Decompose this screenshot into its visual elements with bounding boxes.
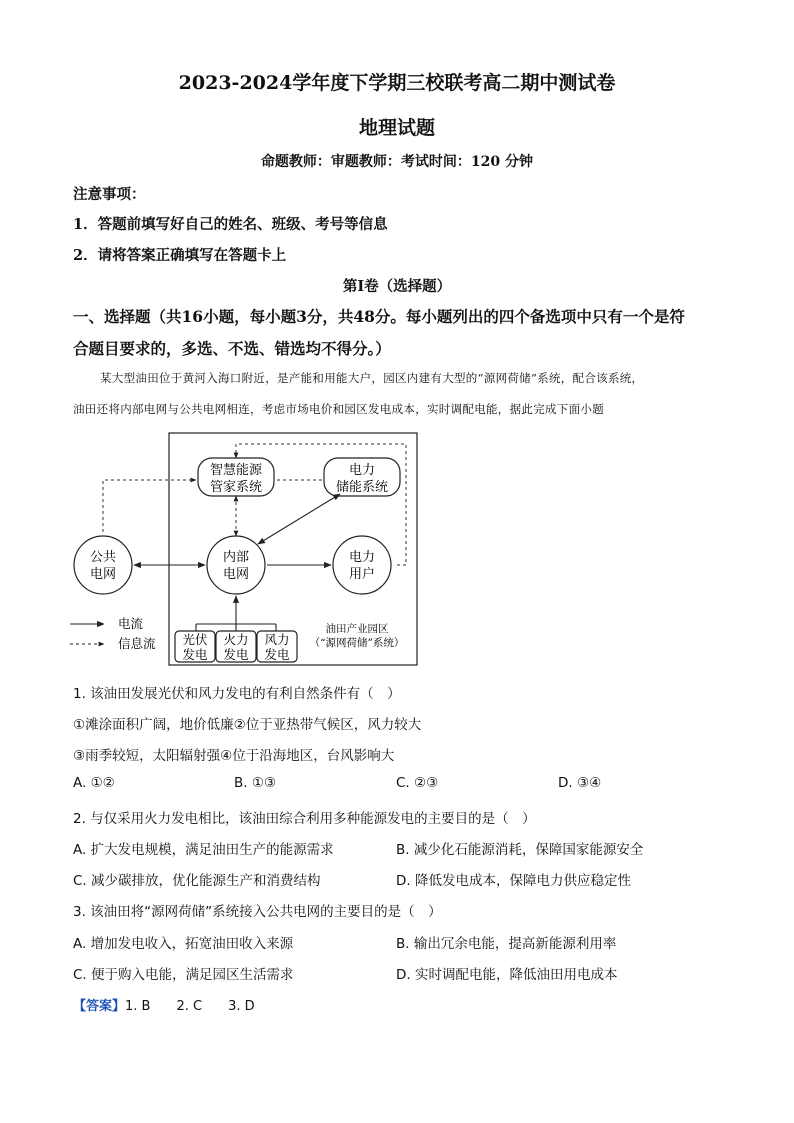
- legend-current-label: 电流: [118, 616, 144, 631]
- internal-grid-label-1: 内部: [222, 550, 250, 565]
- question-1-statements-2: ③雨季较短，太阳辐射强④位于沿海地区，台风影响大: [73, 748, 395, 764]
- question-3-stem: 3. 该油田将“源网荷储”系统接入公共电网的主要目的是（ ）: [73, 904, 442, 920]
- power-user-node: [333, 536, 391, 594]
- question-1-option-c: C. ②③: [396, 775, 439, 791]
- notice-item-2: 2．请将答案正确填写在答题卡上: [73, 247, 287, 264]
- question-1-option-a: A. ①②: [73, 775, 115, 791]
- question-2-option-c: C. 减少碳排放，优化能源生产和消费结构: [73, 873, 321, 889]
- answer-2: 2. C: [176, 999, 203, 1014]
- exam-meta: 命题教师：审题教师：考试时间：120 分钟: [260, 154, 534, 170]
- exam-title: 2023-2024学年度下学期三校联考高二期中测试卷: [178, 72, 616, 94]
- info-flow-grid-to-manager: [103, 480, 196, 532]
- question-1-option-b: B. ①③: [234, 775, 277, 791]
- section-instruction-line2: 合题目要求的，多选、不选、错选均不得分。）: [73, 339, 391, 358]
- power-user-label-1: 电力: [348, 550, 376, 565]
- current-internal-storage: [258, 494, 340, 544]
- question-3-option-d: D. 实时调配电能，降低油田用电成本: [396, 967, 618, 983]
- thermal-label-1: 火力: [223, 632, 249, 647]
- passage-line1: 某大型油田位于黄河入海口附近，是产能和用能大户，园区内建有大型的“源网荷储”系统，配合该系统，: [100, 371, 644, 385]
- answer-line: [73, 995, 255, 1014]
- notice-heading: 注意事项：: [73, 186, 146, 203]
- question-3-option-b: B. 输出冗余电能，提高新能源利用率: [396, 936, 617, 952]
- thermal-label-2: 发电: [223, 647, 249, 662]
- storage-label-1: 电力: [348, 463, 376, 478]
- passage-line2: 油田还将内部电网与公共电网相连，考虑市场电价和园区发电成本，实时调配电能，据此完成下面小题: [73, 402, 604, 416]
- question-1-statements-1: ①滩涂面积广阔，地价低廉②位于亚热带气候区，风力较大: [73, 717, 422, 733]
- question-2-option-d: D. 降低发电成本，保障电力供应稳定性: [396, 873, 631, 889]
- energy-system-diagram: [60, 428, 430, 670]
- smart-energy-label-2: 管家系统: [209, 480, 263, 495]
- question-1-stem: 1. 该油田发展光伏和风力发电的有利自然条件有（ ）: [73, 686, 401, 702]
- solar-label-2: 发电: [182, 647, 208, 662]
- exam-subject: 地理试题: [358, 117, 435, 139]
- wind-label-2: 发电: [264, 647, 290, 662]
- park-label-1: 油田产业园区: [325, 623, 389, 635]
- section-instruction-line1: 一、选择题（共16小题，每小题3分，共48分。每小题列出的四个备选项中只有一个是符: [73, 307, 685, 326]
- internal-grid-node: [207, 536, 265, 594]
- question-2-stem: 2. 与仅采用火力发电相比，该油田综合利用多种能源发电的主要目的是（ ）: [73, 811, 536, 827]
- question-1-option-d: D. ③④: [558, 775, 602, 791]
- question-3-option-a: A. 增加发电收入，拓宽油田收入来源: [73, 936, 294, 952]
- wind-label-1: 风力: [264, 632, 290, 647]
- notice-item-1: 1．答题前填写好自己的姓名、班级、考号等信息: [73, 216, 388, 233]
- internal-grid-label-2: 电网: [222, 567, 250, 582]
- question-2-option-a: A. 扩大发电规模，满足油田生产的能源需求: [73, 842, 334, 858]
- storage-label-2: 储能系统: [335, 480, 389, 495]
- solar-label-1: 光伏: [182, 632, 208, 647]
- public-grid-label-1: 公共: [89, 550, 117, 565]
- legend-info-label: 信息流: [118, 636, 156, 651]
- smart-energy-label-1: 智慧能源: [209, 463, 263, 478]
- public-grid-node: [74, 536, 132, 594]
- answer-3: 3. D: [228, 999, 255, 1014]
- answer-tag: 【答案】: [73, 999, 126, 1014]
- question-2-option-b: B. 减少化石能源消耗，保障国家能源安全: [396, 842, 644, 858]
- answer-1: 1. B: [125, 999, 151, 1014]
- section-title: 第Ⅰ卷（选择题）: [342, 278, 452, 295]
- power-user-label-2: 用户: [348, 567, 376, 582]
- public-grid-label-2: 电网: [89, 567, 117, 582]
- question-3-option-c: C. 便于购入电能，满足园区生活需求: [73, 967, 294, 983]
- park-label-2: （“源网荷储”系统）: [309, 637, 405, 649]
